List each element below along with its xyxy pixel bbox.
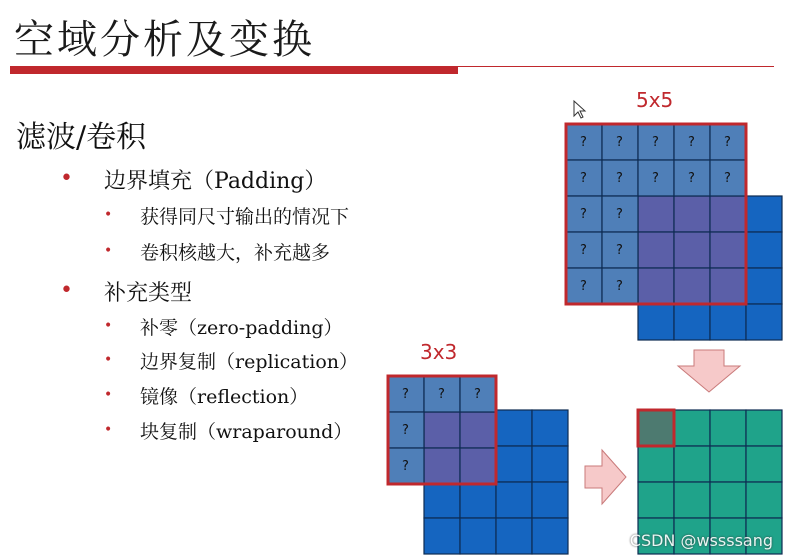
padding-cell-mark: ? bbox=[724, 171, 731, 186]
input-grid-cell bbox=[746, 304, 782, 340]
input-grid-cell bbox=[638, 304, 674, 340]
padding-cell-mark: ? bbox=[616, 279, 623, 294]
sub-bullet-text: 镜像（reflection） bbox=[140, 386, 309, 408]
padded-grid-cell bbox=[674, 196, 710, 232]
slide-title: 空域分析及变换 bbox=[14, 17, 315, 63]
label-5x5: 5x5 bbox=[636, 88, 674, 112]
sub-bullet-text: 补零（zero-padding） bbox=[140, 317, 343, 339]
kernel-grid-cell bbox=[460, 448, 496, 484]
right-arrow-icon bbox=[585, 450, 626, 504]
sub-bullet-text: 获得同尺寸输出的情况下 bbox=[140, 206, 350, 228]
padding-cell-mark: ? bbox=[616, 171, 623, 186]
padding-cell-mark: ? bbox=[580, 243, 587, 258]
output-grid-cell bbox=[746, 482, 782, 518]
section-heading: 滤波/卷积 bbox=[16, 120, 147, 155]
output-grid-cell bbox=[710, 482, 746, 518]
input-grid-cell bbox=[496, 446, 532, 482]
padded-grid-cell bbox=[674, 268, 710, 304]
padded-grid-cell bbox=[674, 232, 710, 268]
padding-cell-mark: ? bbox=[402, 387, 409, 402]
bullet-marker: • bbox=[60, 166, 73, 191]
padded-grid-cell bbox=[710, 196, 746, 232]
input-grid-cell bbox=[460, 518, 496, 554]
padding-cell-mark: ? bbox=[616, 243, 623, 258]
output-grid-cell bbox=[710, 446, 746, 482]
sub-bullet-marker: • bbox=[104, 243, 113, 259]
padding-cell-mark: ? bbox=[688, 171, 695, 186]
input-grid-cell bbox=[532, 410, 568, 446]
padding-cell-mark: ? bbox=[402, 459, 409, 474]
watermark: CSDN @wssssang bbox=[629, 531, 773, 550]
bullet-types: 补充类型 bbox=[104, 281, 193, 306]
sub-bullet-text: 块复制（wraparound） bbox=[140, 421, 353, 443]
sub-bullet-marker: • bbox=[104, 318, 113, 334]
sub-bullet-marker: • bbox=[104, 207, 113, 223]
input-grid-cell bbox=[746, 268, 782, 304]
output-grid-cell bbox=[674, 446, 710, 482]
sub-bullet-marker: • bbox=[104, 352, 113, 368]
kernel-grid-cell bbox=[460, 412, 496, 448]
padding-cell-mark: ? bbox=[580, 207, 587, 222]
padded-grid-cell bbox=[638, 268, 674, 304]
bullet-padding: 边界填充（Padding） bbox=[104, 169, 327, 194]
input-grid-cell bbox=[424, 482, 460, 518]
input-grid-cell bbox=[532, 482, 568, 518]
sub-bullet-marker: • bbox=[104, 387, 113, 403]
input-grid-cell bbox=[496, 518, 532, 554]
output-highlight-cell bbox=[638, 410, 674, 446]
input-grid-cell bbox=[532, 518, 568, 554]
padding-cell-mark: ? bbox=[474, 387, 481, 402]
padded-grid-cell bbox=[710, 232, 746, 268]
padding-cell-mark: ? bbox=[616, 207, 623, 222]
output-grid-cell bbox=[638, 482, 674, 518]
bullet-marker: • bbox=[60, 278, 73, 303]
padding-cell-mark: ? bbox=[652, 171, 659, 186]
padding-cell-mark: ? bbox=[438, 387, 445, 402]
padding-cell-mark: ? bbox=[580, 171, 587, 186]
input-grid-cell bbox=[496, 410, 532, 446]
input-grid-cell bbox=[460, 482, 496, 518]
label-3x3: 3x3 bbox=[420, 340, 458, 364]
output-grid-cell bbox=[710, 410, 746, 446]
down-arrow-icon bbox=[678, 350, 740, 392]
output-grid-cell bbox=[746, 446, 782, 482]
padded-grid-cell bbox=[638, 196, 674, 232]
padded-grid-cell bbox=[638, 232, 674, 268]
padding-cell-mark: ? bbox=[652, 135, 659, 150]
padding-cell-mark: ? bbox=[402, 423, 409, 438]
output-grid-cell bbox=[674, 482, 710, 518]
kernel-grid-cell bbox=[424, 448, 460, 484]
input-grid-cell bbox=[674, 304, 710, 340]
padding-cell-mark: ? bbox=[580, 135, 587, 150]
output-grid-cell bbox=[638, 446, 674, 482]
padding-cell-mark: ? bbox=[688, 135, 695, 150]
kernel-grid-cell bbox=[424, 412, 460, 448]
sub-bullet-text: 边界复制（replication） bbox=[140, 351, 358, 373]
sub-bullet-text: 卷积核越大，补充越多 bbox=[140, 242, 331, 264]
output-grid-cell bbox=[674, 410, 710, 446]
padded-grid-cell bbox=[710, 268, 746, 304]
input-grid-cell bbox=[746, 196, 782, 232]
padding-cell-mark: ? bbox=[616, 135, 623, 150]
padding-cell-mark: ? bbox=[580, 279, 587, 294]
input-grid-cell bbox=[424, 518, 460, 554]
input-grid-cell bbox=[710, 304, 746, 340]
input-grid-cell bbox=[532, 446, 568, 482]
input-grid-cell bbox=[496, 482, 532, 518]
output-grid-cell bbox=[746, 410, 782, 446]
sub-bullet-marker: • bbox=[104, 422, 113, 438]
input-grid-cell bbox=[746, 232, 782, 268]
padding-cell-mark: ? bbox=[724, 135, 731, 150]
